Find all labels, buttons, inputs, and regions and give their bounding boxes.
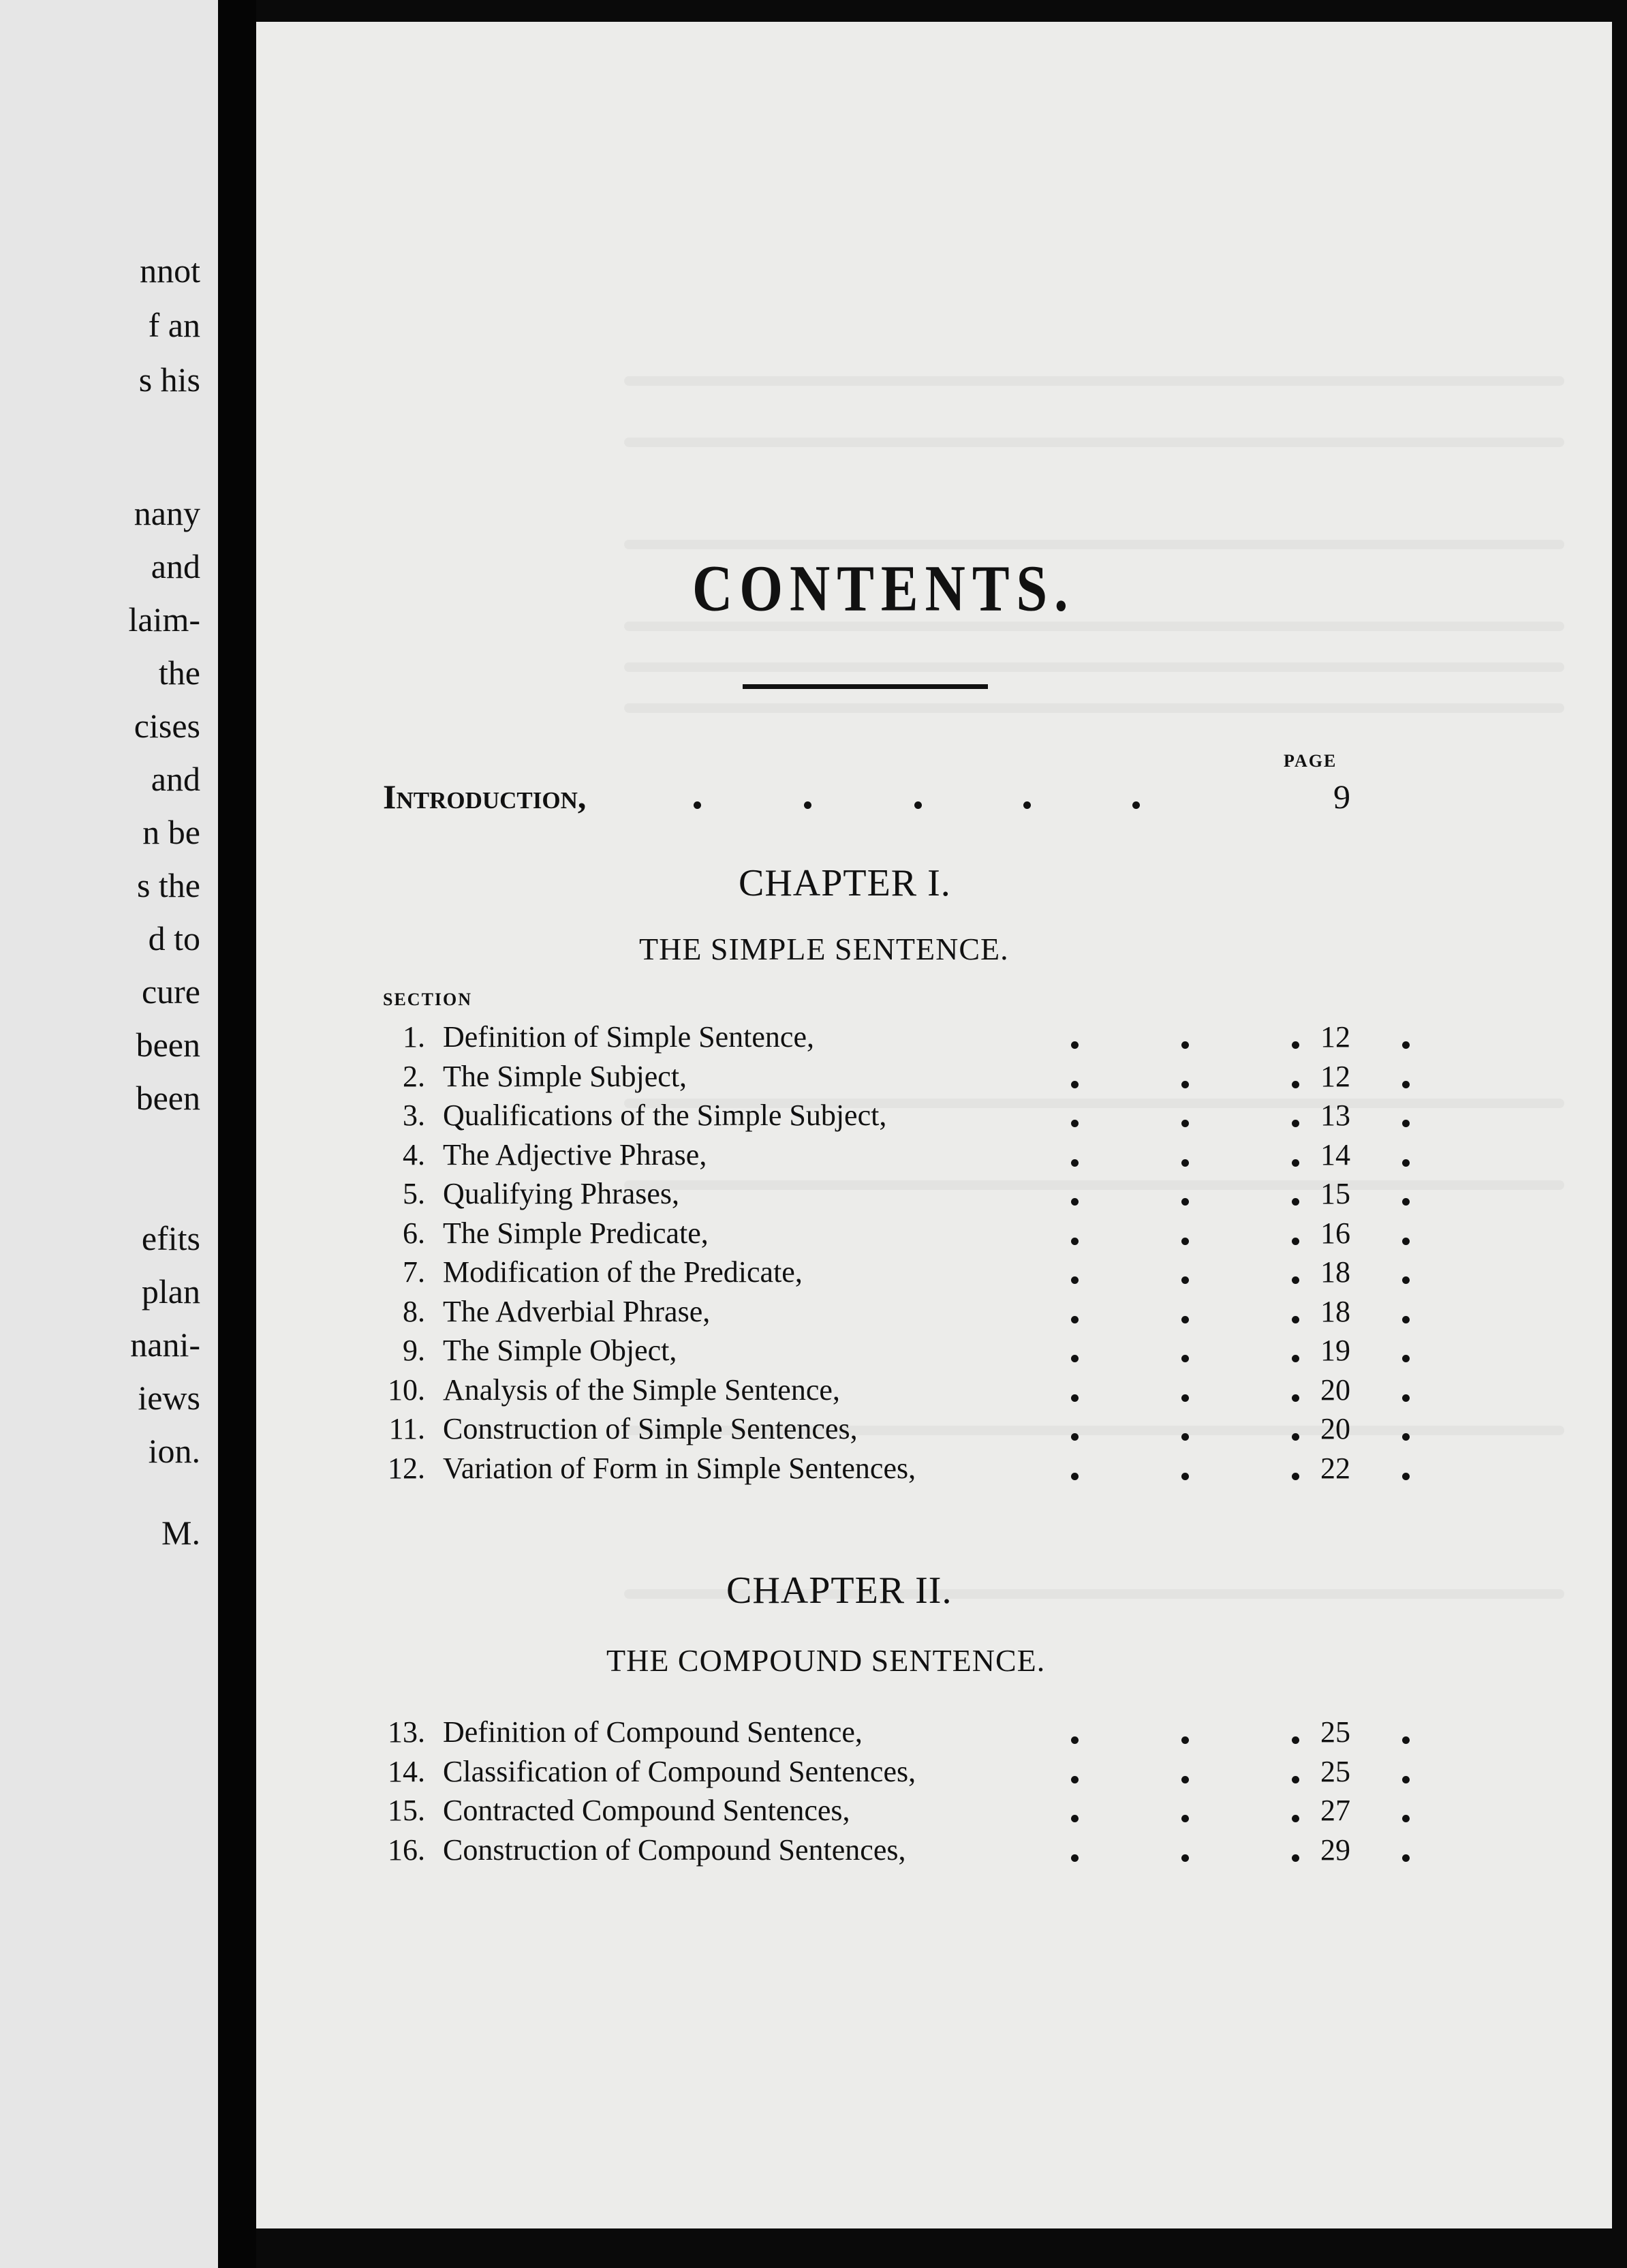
leader-dot <box>1071 1198 1079 1206</box>
section-number: 5. <box>403 1177 425 1210</box>
leader-dot <box>1402 1815 1410 1822</box>
toc-entry <box>383 1098 1350 1137</box>
show-through-line <box>624 376 1564 386</box>
leader-dot <box>1292 1394 1299 1402</box>
leader-dot <box>1402 1316 1410 1323</box>
toc-entry <box>383 1176 1350 1216</box>
toc-entry <box>383 1020 1350 1059</box>
left-page-line: d to <box>148 919 200 957</box>
leader-dot <box>1181 1854 1189 1862</box>
entry-page-number: 20 <box>1320 1412 1350 1445</box>
leader-dot <box>1402 1081 1410 1088</box>
leader-dot <box>1292 1041 1299 1049</box>
entry-page-number: 12 <box>1320 1059 1350 1093</box>
leader-dot <box>1071 1276 1079 1284</box>
left-page-line: M. <box>161 1514 200 1552</box>
title-rule <box>743 684 988 689</box>
page-title: CONTENTS. <box>692 551 1075 625</box>
toc-entry <box>383 1754 1350 1794</box>
toc-entry <box>383 1294 1350 1334</box>
leader-dot <box>1071 1316 1079 1323</box>
entry-title: Variation of Form in Simple Sentences, <box>443 1451 916 1485</box>
entry-title: Definition of Compound Sentence, <box>443 1715 863 1749</box>
entry-title: The Simple Subject, <box>443 1059 687 1093</box>
leader-dot <box>1402 1433 1410 1441</box>
leader-dot <box>1071 1736 1079 1744</box>
entry-page-number: 15 <box>1320 1177 1350 1210</box>
leader-dot <box>1292 1198 1299 1206</box>
section-number: 9. <box>403 1334 425 1367</box>
entry-page-number: 12 <box>1320 1020 1350 1054</box>
chapter-heading: CHAPTER II. <box>726 1569 952 1612</box>
leader-dot <box>1292 1081 1299 1088</box>
section-number: 4. <box>403 1137 425 1171</box>
leader-dot <box>1071 1394 1079 1402</box>
leader-dot <box>1402 1159 1410 1167</box>
left-page-line: cure <box>141 972 200 1011</box>
entry-title: The Simple Predicate, <box>443 1216 709 1250</box>
left-page-line: s his <box>138 361 200 399</box>
leader-dot <box>804 801 811 809</box>
leader-dot <box>1071 1120 1079 1127</box>
show-through-line <box>624 703 1564 713</box>
entry-page-number: 25 <box>1320 1715 1350 1749</box>
entry-title: The Adverbial Phrase, <box>443 1294 711 1328</box>
leader-dot <box>1181 1198 1189 1206</box>
chapter-subtitle: THE SIMPLE SENTENCE. <box>639 932 1009 966</box>
left-page-line: and <box>151 547 200 585</box>
section-number: 10. <box>388 1373 425 1407</box>
left-page-line: nani- <box>130 1325 200 1364</box>
entry-title: Introduction, <box>383 778 587 816</box>
leader-dot <box>1292 1159 1299 1167</box>
toc-entry <box>383 1059 1350 1099</box>
entry-title: Modification of the Predicate, <box>443 1255 803 1289</box>
leader-dot <box>1181 1120 1189 1127</box>
left-page-line: ion. <box>148 1432 200 1470</box>
left-page-line: plan <box>141 1272 200 1311</box>
toc-entry <box>383 1255 1350 1294</box>
leader-dot <box>1071 1159 1079 1167</box>
show-through-line <box>624 662 1564 672</box>
section-number: 13. <box>388 1715 425 1749</box>
leader-dot <box>1292 1238 1299 1245</box>
leader-dot <box>1181 1736 1189 1744</box>
toc-entry <box>383 1411 1350 1451</box>
left-page-line: n be <box>142 813 200 851</box>
entry-title: Definition of Simple Sentence, <box>443 1020 814 1054</box>
leader-dot <box>1402 1736 1410 1744</box>
entry-page-number: 16 <box>1320 1216 1350 1250</box>
entry-page-number: 25 <box>1320 1754 1350 1788</box>
left-facing-page <box>0 0 218 2268</box>
left-page-line: nany <box>134 494 200 532</box>
section-number: 16. <box>388 1833 425 1867</box>
left-page-line: f an <box>148 306 200 344</box>
leader-dot <box>1181 1433 1189 1441</box>
leader-dot <box>1181 1276 1189 1284</box>
leader-dot <box>1181 1815 1189 1822</box>
leader-dot <box>1292 1854 1299 1862</box>
section-number: 6. <box>403 1216 425 1250</box>
leader-dot <box>1181 1041 1189 1049</box>
toc-entry <box>383 1833 1350 1872</box>
left-page-line: been <box>136 1079 200 1117</box>
leader-dot <box>1071 1854 1079 1862</box>
leader-dot <box>1292 1433 1299 1441</box>
leader-dot <box>1181 1238 1189 1245</box>
entry-title: Classification of Compound Sentences, <box>443 1754 916 1788</box>
leader-dot <box>1292 1776 1299 1783</box>
leader-dot <box>1071 1815 1079 1822</box>
leader-dot <box>1292 1316 1299 1323</box>
entry-page-number: 18 <box>1320 1255 1350 1289</box>
section-number: 1. <box>403 1020 425 1054</box>
entry-page-number: 18 <box>1320 1294 1350 1328</box>
leader-dot <box>1071 1238 1079 1245</box>
leader-dot <box>1402 1355 1410 1362</box>
leader-dot <box>1181 1473 1189 1480</box>
toc-entry <box>383 1715 1350 1754</box>
toc-entry <box>383 1216 1350 1255</box>
leader-dot <box>1402 1238 1410 1245</box>
leader-dot <box>1071 1776 1079 1783</box>
entry-page-number: 13 <box>1320 1099 1350 1132</box>
leader-dot <box>1071 1433 1079 1441</box>
toc-entry <box>383 1333 1350 1373</box>
leader-dot <box>1402 1198 1410 1206</box>
left-page-line: efits <box>141 1219 200 1257</box>
leader-dot <box>1181 1316 1189 1323</box>
leader-dot <box>1402 1394 1410 1402</box>
leader-dot <box>1292 1815 1299 1822</box>
section-number: 2. <box>403 1059 425 1093</box>
leader-dot <box>914 801 922 809</box>
leader-dot <box>1181 1776 1189 1783</box>
leader-dot <box>1402 1041 1410 1049</box>
entry-page-number: 19 <box>1320 1334 1350 1367</box>
left-page-line: the <box>158 654 200 692</box>
leader-dot <box>1071 1355 1079 1362</box>
entry-page-number: 14 <box>1320 1137 1350 1171</box>
entry-title: The Simple Object, <box>443 1334 677 1367</box>
entry-title: Construction of Simple Sentences, <box>443 1412 858 1445</box>
show-through-line <box>624 540 1564 549</box>
introduction-entry <box>383 777 1350 825</box>
entry-page-number: 27 <box>1320 1794 1350 1827</box>
entry-title: Construction of Compound Sentences, <box>443 1833 906 1867</box>
left-page-line: s the <box>136 866 200 904</box>
section-number: 11. <box>388 1412 425 1445</box>
entry-title: Analysis of the Simple Sentence, <box>443 1373 840 1407</box>
left-page-line: and <box>151 760 200 798</box>
section-number: 12. <box>388 1451 425 1485</box>
entry-page-number: 22 <box>1320 1451 1350 1485</box>
left-page-line: been <box>136 1026 200 1064</box>
chapter-subtitle: THE COMPOUND SENTENCE. <box>606 1643 1046 1678</box>
toc-entry <box>383 1373 1350 1412</box>
leader-dot <box>1071 1041 1079 1049</box>
leader-dot <box>1402 1276 1410 1284</box>
left-page-line: cises <box>134 707 200 745</box>
section-number: 7. <box>403 1255 425 1289</box>
section-column-header: SECTION <box>383 990 473 1009</box>
section-number: 14. <box>388 1754 425 1788</box>
show-through-line <box>624 438 1564 447</box>
leader-dot <box>1132 801 1140 809</box>
leader-dot <box>1292 1276 1299 1284</box>
section-number: 3. <box>403 1099 425 1132</box>
toc-entry <box>383 1137 1350 1177</box>
entry-page-number: 29 <box>1320 1833 1350 1867</box>
leader-dot <box>1292 1355 1299 1362</box>
leader-dot <box>694 801 701 809</box>
leader-dot <box>1071 1473 1079 1480</box>
leader-dot <box>1292 1736 1299 1744</box>
entry-title: Qualifying Phrases, <box>443 1177 680 1210</box>
chapter-heading: CHAPTER I. <box>739 862 951 904</box>
entry-title: Qualifications of the Simple Subject, <box>443 1099 887 1132</box>
leader-dot <box>1402 1120 1410 1127</box>
section-number: 15. <box>388 1794 425 1827</box>
entry-page-number: 20 <box>1320 1373 1350 1407</box>
leader-dot <box>1292 1120 1299 1127</box>
left-page-line: nnot <box>140 251 200 290</box>
toc-entry <box>383 1451 1350 1490</box>
leader-dot <box>1181 1394 1189 1402</box>
entry-title: Contracted Compound Sentences, <box>443 1794 850 1827</box>
leader-dot <box>1402 1473 1410 1480</box>
section-number: 8. <box>403 1294 425 1328</box>
left-page-line: laim- <box>128 600 200 639</box>
leader-dot <box>1402 1776 1410 1783</box>
page-column-header: PAGE <box>1284 751 1337 771</box>
leader-dot <box>1023 801 1031 809</box>
entry-page-number: 9 <box>1333 778 1350 816</box>
toc-entry <box>383 1793 1350 1833</box>
leader-dot <box>1181 1355 1189 1362</box>
leader-dot <box>1071 1081 1079 1088</box>
leader-dot <box>1402 1854 1410 1862</box>
entry-title: The Adjective Phrase, <box>443 1137 707 1171</box>
book-binding-gutter <box>218 0 256 2268</box>
left-page-line: iews <box>138 1379 200 1417</box>
leader-dot <box>1292 1473 1299 1480</box>
leader-dot <box>1181 1159 1189 1167</box>
leader-dot <box>1181 1081 1189 1088</box>
